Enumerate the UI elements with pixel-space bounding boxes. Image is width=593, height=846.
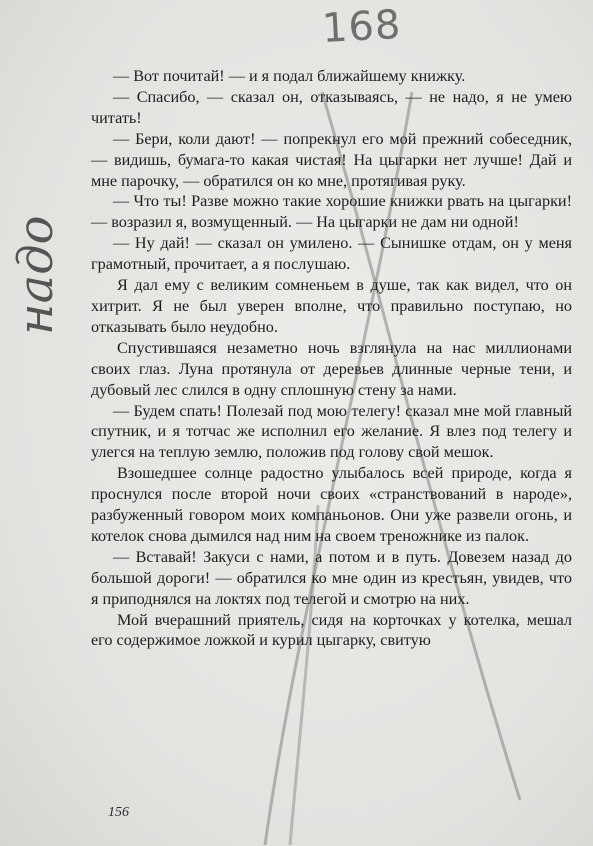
handwritten-page-number: 168 [320,1,403,53]
paragraph: — Будем спать! Полезай под мою телегу! сказал мне мой главный спутник, и я тотчас же исполнил его желание. Я влез под телегу и улегся на теплую землю, положив под голову свой мешок. [91,401,572,462]
paragraph: — Что ты! Разве можно такие хорошие книжки рвать на цыгарки! — возразил я, возмущенный. — На цыгарки не дам ни одной! [91,192,572,232]
page-text [91,66,572,651]
paragraph: — Ну дай! — сказал он умилено. — Сынишке отдам, он у меня грамотный, прочитает, а я послушаю. [91,234,572,274]
margin-note: надо [8,215,64,335]
paragraph: Спустившаяся незаметно ночь взглянула на нас миллионами своих глаз. Луна протянула от деревьев длинные черные тени, и дубовый лес слился в одну сплошную стену за нами. [91,338,572,399]
paragraph: Взошедшее солнце радостно улыбалось всей природе, когда я проснулся после второй ночи своих «странствований в народе», разбуженный говором моих компаньонов. Они уже развели огонь, и котелок снова дымился над ним на своем треножнике из палок. [91,464,572,545]
paragraph: Я дал ему с великим сомненьем в душе, так как видел, что он хитрит. Я не был уверен вполне, что правильно поступаю, но отказывать было неудобно. [91,276,572,336]
paragraph: Мой вчерашний приятель, сидя на корточках у котелка, мешал его содержимое ложкой и курил цыгарку, свитую [91,610,572,650]
paragraph: — Вот почитай! — и я подал ближайшему книжку. [113,67,466,85]
paragraph: — Спасибо, — сказал он, отказываясь, — не надо, я не умею читать! [91,87,572,127]
paragraph: — Бери, коли дают! — попрекнул его мой прежний собеседник, — видишь, бумага-то какая чистая! На цыгарки нет лучше! Дай и мне парочку, — обратился он ко мне, протягивая руку. [91,129,572,190]
printed-page-number: 156 [108,805,129,820]
paragraph: — Вставай! Закуси с нами, а потом и в путь. Довезем назад до большой дороги! — обратился ко мне один из крестьян, увидев, что я приподнялся на локтях под телегой и смотрю на них. [91,547,572,608]
